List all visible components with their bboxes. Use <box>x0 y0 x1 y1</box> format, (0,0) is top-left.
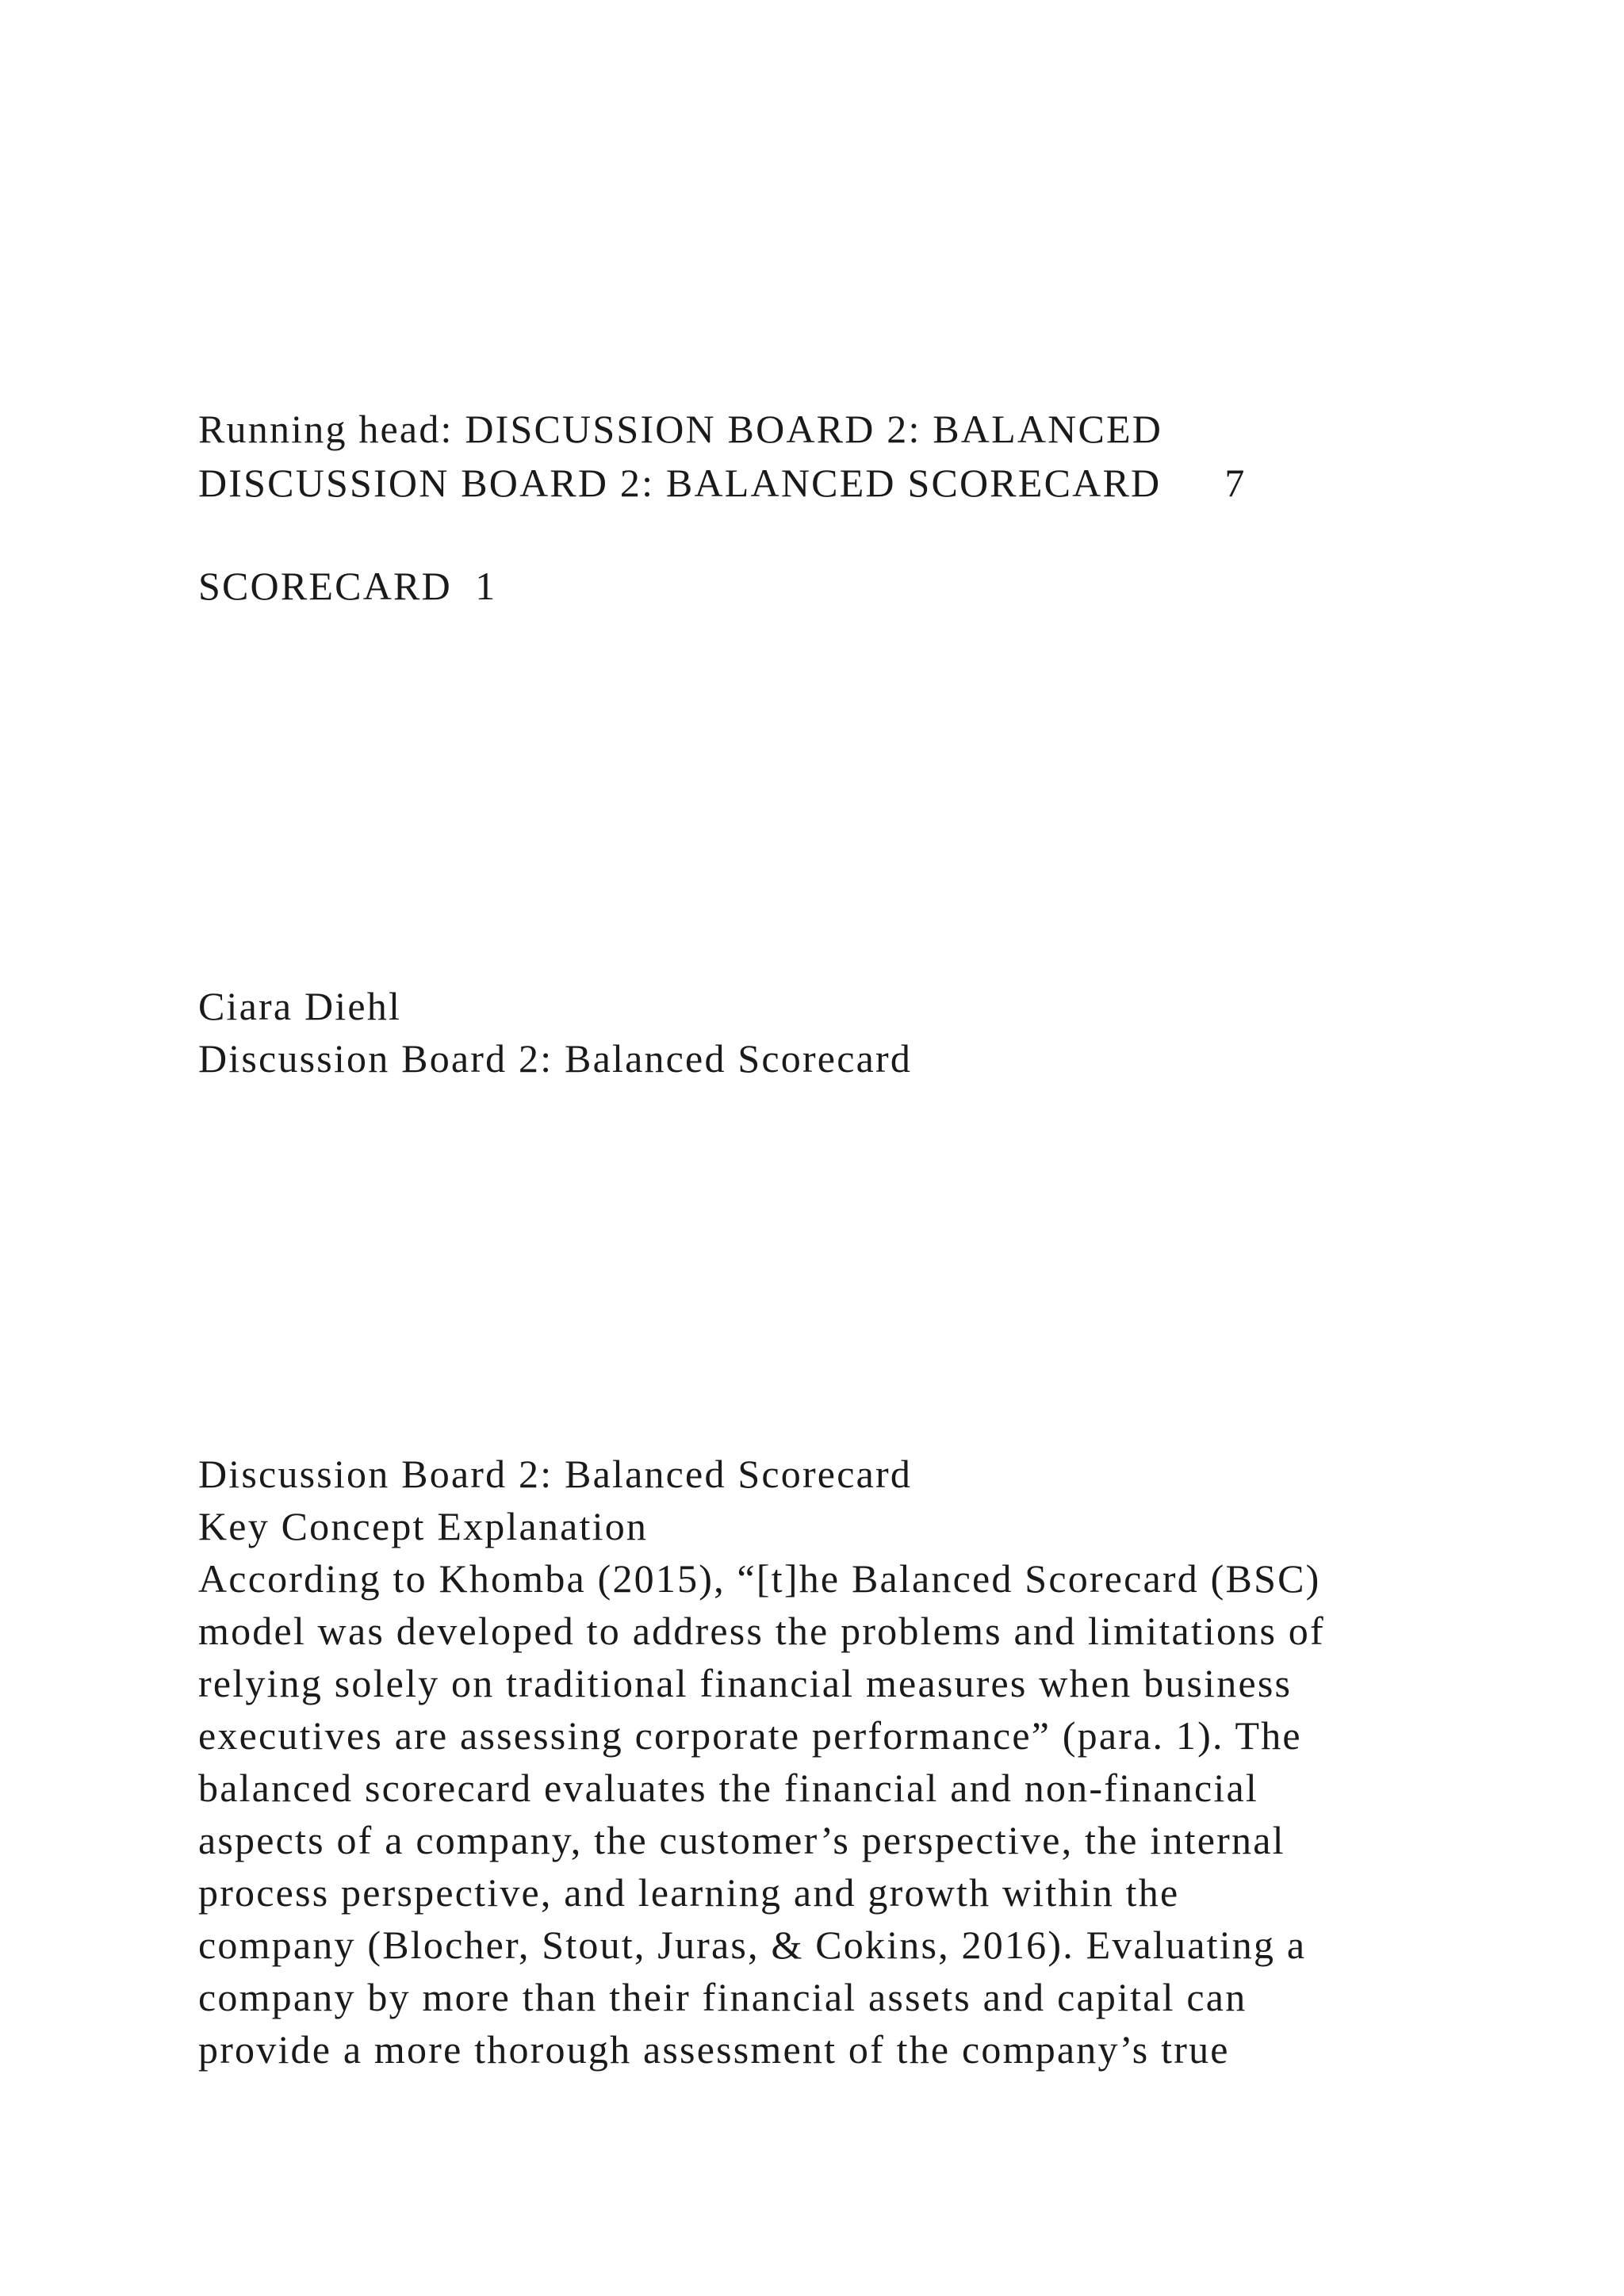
body-line: executives are assessing corporate performance” (para. 1). The <box>198 1713 1302 1758</box>
page-header-title: DISCUSSION BOARD 2: BALANCED SCORECARD <box>198 461 1162 505</box>
title-page-block <box>198 980 912 1085</box>
body-line: relying solely on traditional financial measures when business <box>198 1661 1293 1705</box>
body-line: According to Khomba (2015), “[t]he Balanced Scorecard (BSC) <box>198 1556 1321 1601</box>
body-line: aspects of a company, the customer’s perspective, the internal <box>198 1818 1285 1862</box>
document-title: Discussion Board 2: Balanced Scorecard <box>198 1036 913 1081</box>
running-head-line-1: Running head: DISCUSSION BOARD 2: BALANCED <box>198 407 1163 451</box>
body-text <box>198 1448 1325 2076</box>
page-header <box>198 457 1247 509</box>
body-line: company (Blocher, Stout, Juras, & Cokins, 2016). Evaluating a <box>198 1923 1307 1967</box>
body-line: provide a more thorough assessment of the company’s true <box>198 2027 1230 2072</box>
body-line: company by more than their financial assets and capital can <box>198 1975 1247 2019</box>
section-subheading: Key Concept Explanation <box>198 1504 649 1548</box>
body-line: process perspective, and learning and growth within the <box>198 1870 1180 1915</box>
page-number: 7 <box>1224 461 1247 505</box>
author-name: Ciara Diehl <box>198 984 402 1028</box>
body-line: model was developed to address the problems and limitations of <box>198 1609 1325 1653</box>
section-heading: Discussion Board 2: Balanced Scorecard <box>198 1452 913 1496</box>
body-line: balanced scorecard evaluates the financial and non-financial <box>198 1766 1258 1810</box>
running-head-line-2: SCORECARD 1 <box>198 564 497 608</box>
